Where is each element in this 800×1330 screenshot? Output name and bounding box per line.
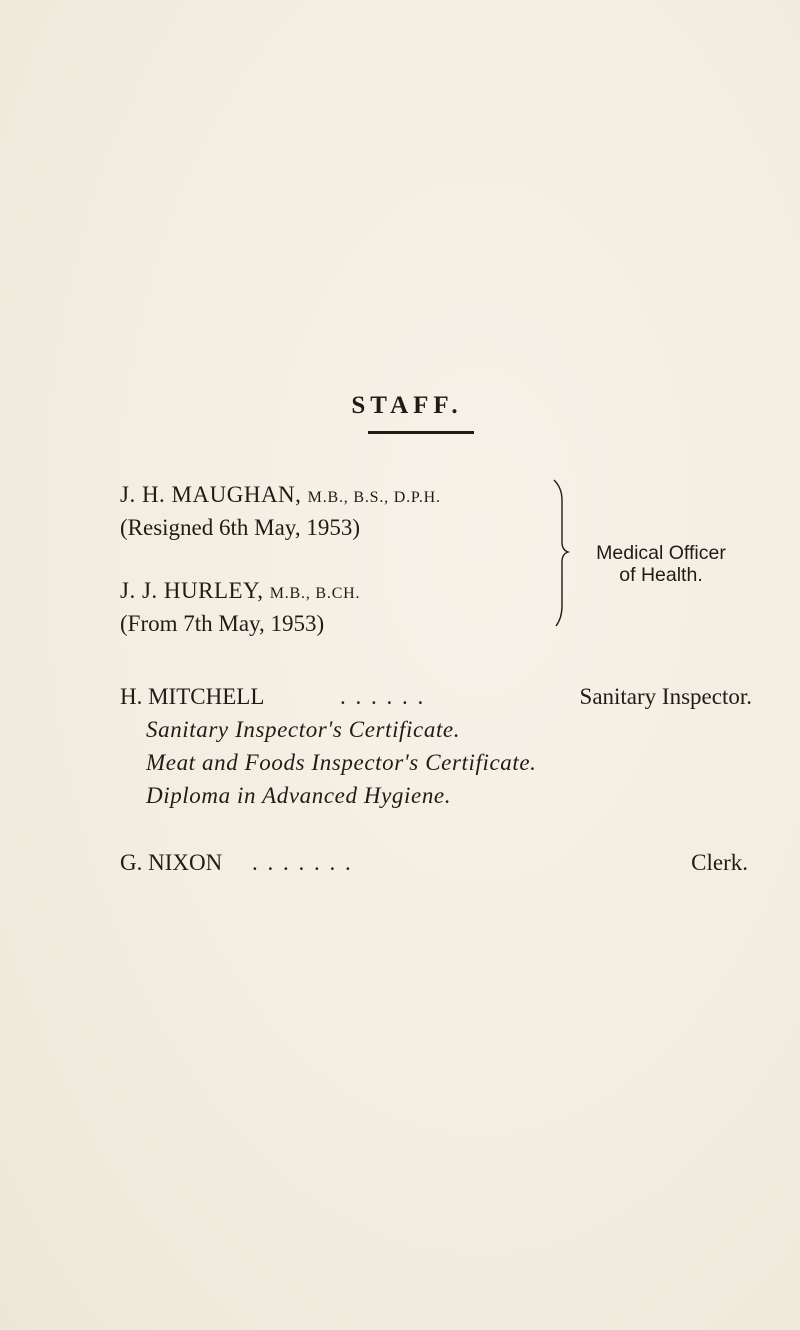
inspector-certificate-3: Diploma in Advanced Hygiene.: [146, 783, 452, 808]
officer-2-note: (From 7th May, 1953): [120, 611, 325, 636]
page-title: STAFF.: [351, 392, 463, 419]
inspector-name: H. MITCHELL: [120, 684, 265, 709]
inspector-certificate-2: Meat and Foods Inspector's Certificate.: [146, 750, 537, 775]
officer-1-qualifications: M.B., B.S., D.P.H.: [307, 489, 441, 506]
inspector-certificate-1: Sanitary Inspector's Certificate.: [146, 717, 461, 742]
officer-2-line: [120, 578, 360, 604]
title-underline: [368, 431, 474, 434]
officer-1-line: [120, 482, 441, 508]
medical-officer-role: [566, 542, 756, 586]
inspector-role: Sanitary Inspector.: [579, 684, 752, 709]
officer-2-name: J. J. HURLEY,: [120, 578, 264, 603]
officer-1-note: (Resigned 6th May, 1953): [120, 515, 360, 540]
clerk-role: Clerk.: [691, 850, 748, 875]
officer-2-qualifications: M.B., B.CH.: [269, 585, 361, 602]
inspector-leader-dots: . . . . . .: [340, 684, 426, 709]
officer-1-name: J. H. MAUGHAN,: [120, 482, 302, 507]
clerk-name: G. NIXON: [120, 850, 223, 875]
clerk-leader-dots: . . . . . . .: [252, 850, 353, 875]
medical-officer-role-line1: Medical Officer: [596, 542, 726, 564]
medical-officer-role-line2: of Health.: [619, 564, 703, 586]
